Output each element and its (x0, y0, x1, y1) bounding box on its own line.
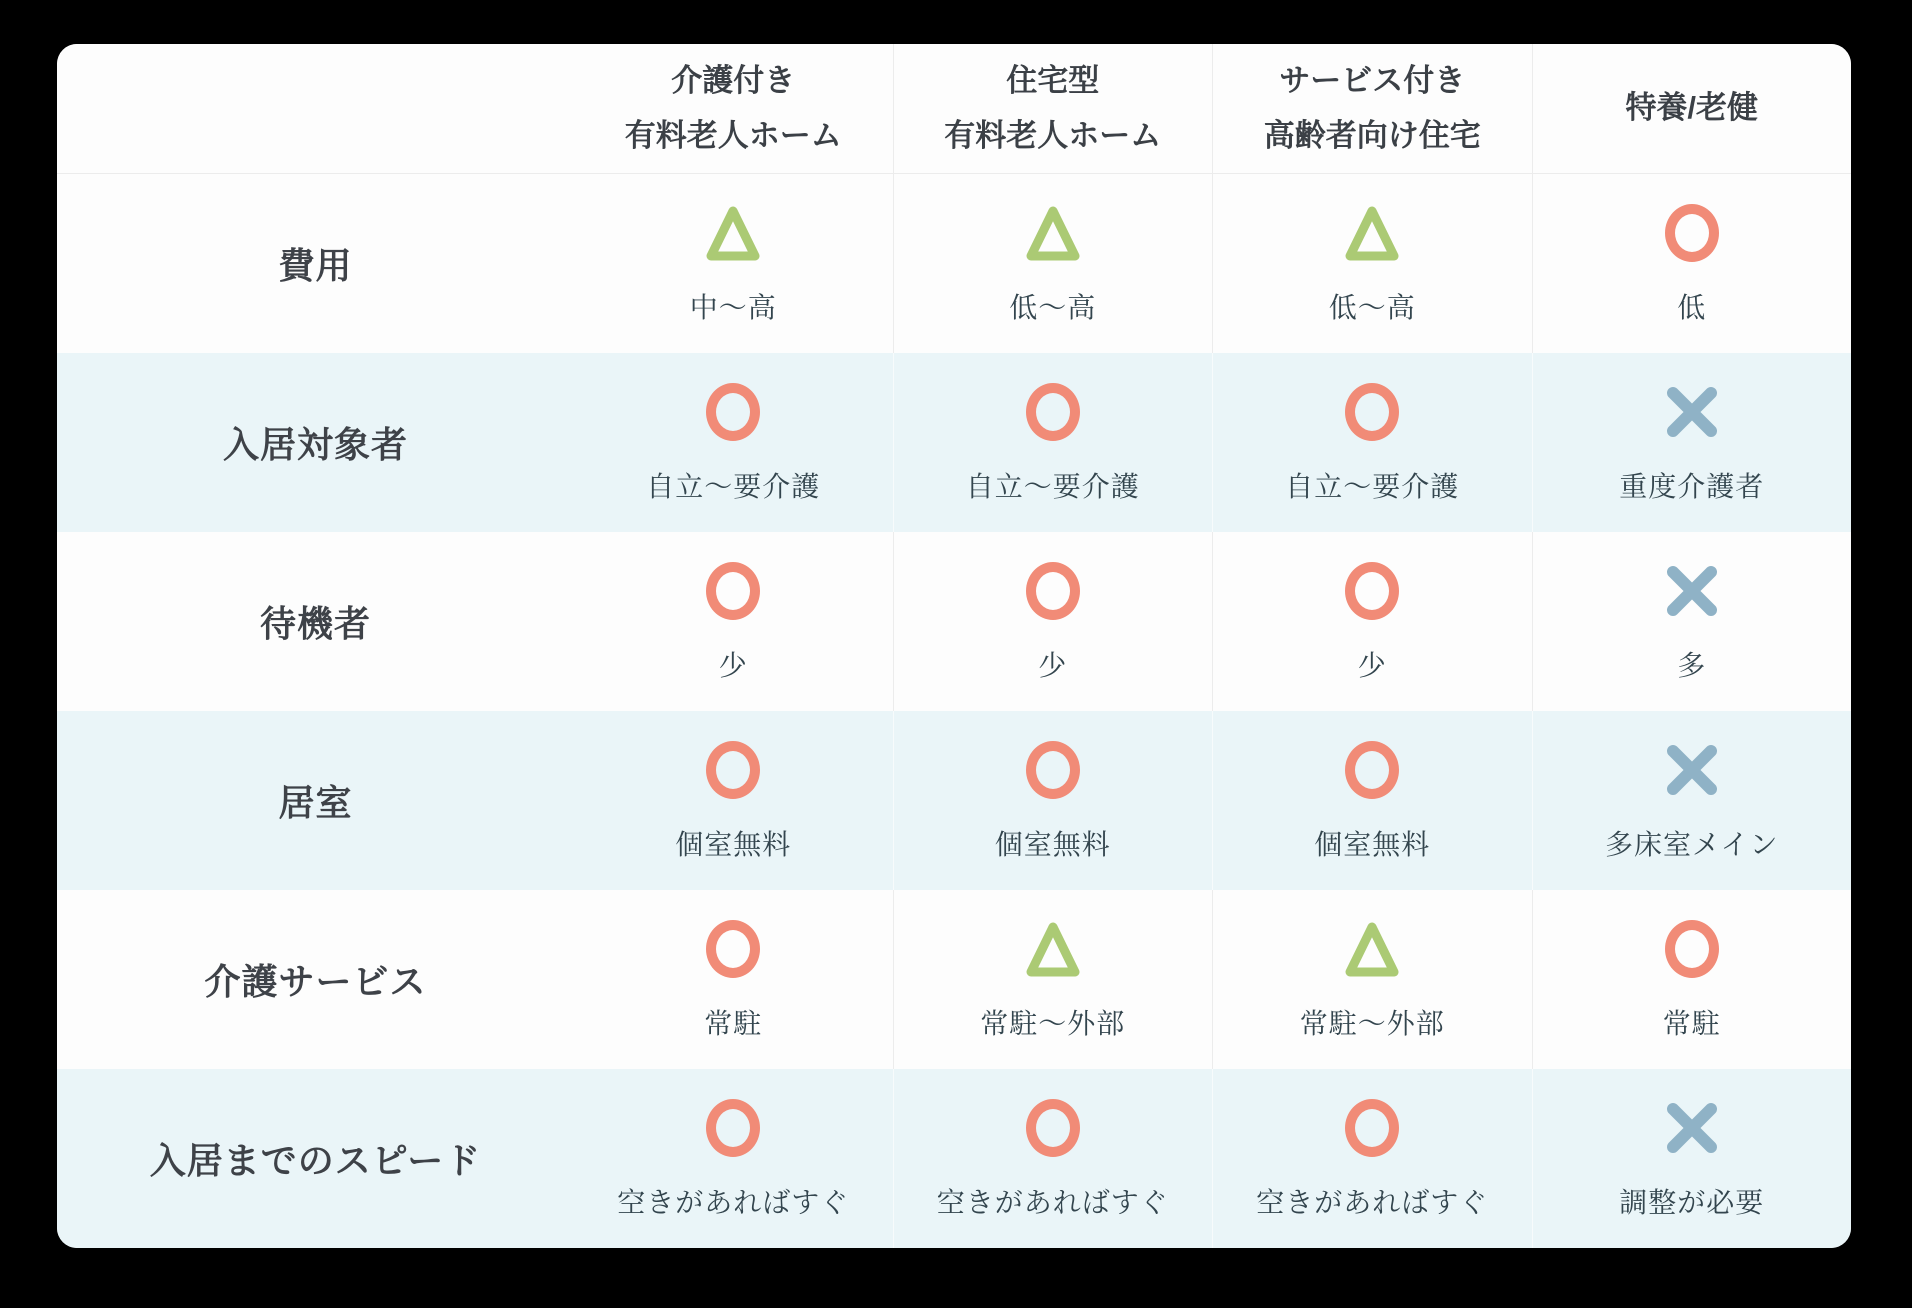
circle-icon (1665, 202, 1719, 264)
table-cell (1212, 353, 1532, 532)
row-label: 待機者 (259, 603, 371, 644)
triangle-icon (1344, 202, 1400, 264)
cell-caption: 自立〜要介護 (1285, 470, 1460, 502)
column-header-line: 有料老人ホーム (624, 117, 842, 153)
circle-icon (706, 381, 760, 443)
table-row-cost (57, 174, 1851, 353)
cell-caption: 低〜高 (1009, 291, 1097, 323)
circle-icon (1345, 381, 1399, 443)
cell-caption: 空きがあればすぐ (1256, 1186, 1489, 1218)
cell-caption: 常駐〜外部 (1299, 1007, 1445, 1039)
row-label: 費用 (278, 245, 353, 286)
circle-icon (1345, 560, 1399, 622)
cell-caption: 少 (1357, 649, 1387, 681)
column-header-line: 介護付き (671, 62, 796, 98)
cell-caption: 少 (1038, 649, 1068, 681)
cross-icon (1663, 560, 1721, 622)
table-header-row (57, 44, 1851, 174)
cell-caption: 個室無料 (1314, 828, 1431, 860)
triangle-icon (1025, 202, 1081, 264)
table-cell (1532, 174, 1852, 353)
circle-icon (1665, 918, 1719, 980)
cell-caption: 自立〜要介護 (965, 470, 1140, 502)
header-corner-cell (57, 44, 574, 173)
cell-caption: 低〜高 (1328, 291, 1416, 323)
table-cell (574, 532, 893, 711)
cell-caption: 常駐 (704, 1007, 763, 1039)
table-cell (574, 174, 893, 353)
row-label: 入居までのスピード (149, 1140, 482, 1181)
comparison-table (57, 44, 1851, 1248)
column-header-jutakugata (893, 44, 1213, 173)
table-cell (1532, 532, 1852, 711)
column-header-sakoju (1212, 44, 1532, 173)
triangle-icon (1025, 918, 1081, 980)
cell-caption: 空きがあればすぐ (617, 1186, 850, 1218)
circle-icon (1345, 1097, 1399, 1159)
table-cell (893, 890, 1213, 1069)
cell-caption: 調整が必要 (1619, 1186, 1765, 1218)
cell-caption: 常駐 (1662, 1007, 1721, 1039)
table-cell (1212, 532, 1532, 711)
table-cell (1532, 711, 1852, 890)
cell-caption: 多 (1677, 649, 1707, 681)
column-header-line: 有料老人ホーム (944, 117, 1162, 153)
table-cell (893, 532, 1213, 711)
table-cell (574, 1069, 893, 1248)
cell-caption: 多床室メイン (1605, 828, 1779, 860)
circle-icon (706, 918, 760, 980)
column-header-line: サービス付き (1279, 62, 1466, 98)
table-cell (574, 353, 893, 532)
table-row-move-in-speed (57, 1069, 1851, 1248)
circle-icon (706, 560, 760, 622)
table-cell (1532, 890, 1852, 1069)
table-cell (1212, 1069, 1532, 1248)
table-cell (893, 711, 1213, 890)
table-cell (1212, 890, 1532, 1069)
triangle-icon (1344, 918, 1400, 980)
table-cell (1532, 1069, 1852, 1248)
circle-icon (1026, 1097, 1080, 1159)
column-header-line: 住宅型 (1006, 62, 1100, 98)
cell-caption: 中〜高 (689, 291, 777, 323)
column-header-line: 特養/老健 (1625, 90, 1759, 126)
cell-caption: 低 (1677, 291, 1707, 323)
cross-icon (1663, 381, 1721, 443)
table-row-waitlist (57, 532, 1851, 711)
cell-caption: 空きがあればすぐ (936, 1186, 1169, 1218)
table-cell (893, 1069, 1213, 1248)
table-row-rooms (57, 711, 1851, 890)
circle-icon (1026, 560, 1080, 622)
circle-icon (1026, 381, 1080, 443)
table-cell (893, 353, 1213, 532)
column-header-line: 高齢者向け住宅 (1263, 117, 1481, 153)
cross-icon (1663, 1097, 1721, 1159)
circle-icon (706, 1097, 760, 1159)
column-header-tokuyo-roken (1532, 44, 1852, 173)
cell-caption: 個室無料 (994, 828, 1111, 860)
cell-caption: 常駐〜外部 (980, 1007, 1126, 1039)
table-cell (1212, 711, 1532, 890)
row-label: 居室 (278, 782, 353, 823)
circle-icon (1345, 739, 1399, 801)
table-row-care-service (57, 890, 1851, 1069)
table-cell (574, 890, 893, 1069)
cell-caption: 重度介護者 (1619, 470, 1765, 502)
triangle-icon (705, 202, 761, 264)
table-cell (893, 174, 1213, 353)
table-cell (1532, 353, 1852, 532)
cross-icon (1663, 739, 1721, 801)
row-label: 介護サービス (204, 961, 427, 1002)
table-row-residents (57, 353, 1851, 532)
cell-caption: 自立〜要介護 (646, 470, 821, 502)
table-cell (574, 711, 893, 890)
circle-icon (706, 739, 760, 801)
column-header-kaigo-tsuki (574, 44, 893, 173)
row-label: 入居対象者 (222, 424, 408, 465)
cell-caption: 個室無料 (675, 828, 792, 860)
cell-caption: 少 (718, 649, 748, 681)
circle-icon (1026, 739, 1080, 801)
table-cell (1212, 174, 1532, 353)
